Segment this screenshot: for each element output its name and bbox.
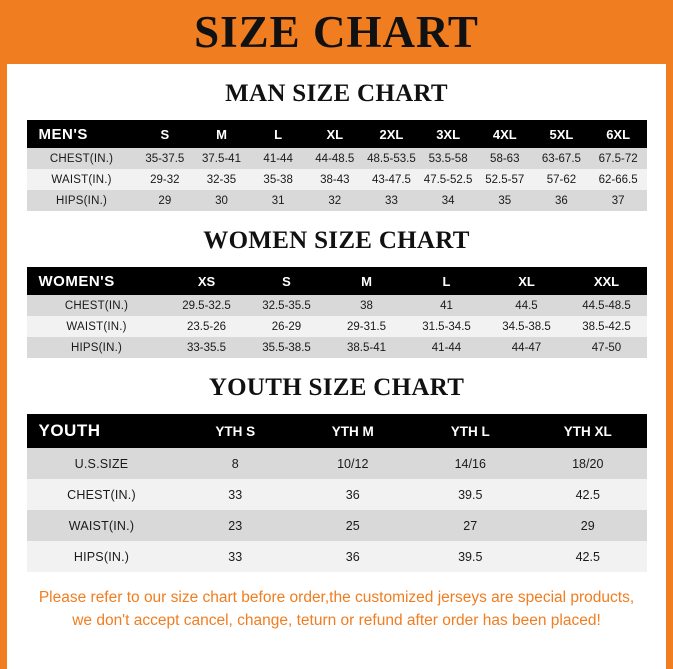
women-row0-c6: 44.5-48.5 [567,295,647,316]
men-row2-c8: 36 [533,190,590,211]
women-row2-c6: 47-50 [567,337,647,358]
men-header-6xl: 6XL [590,120,647,148]
women-row1-c5: 34.5-38.5 [487,316,567,337]
women-section-title: WOMEN SIZE CHART [203,227,470,254]
women-row0-label: CHEST(IN.) [27,295,167,316]
women-header-s: S [247,267,327,295]
women-row1-label: WAIST(IN.) [27,316,167,337]
women-size-table [27,267,647,358]
table-header-row [27,120,647,148]
men-row2-c5: 33 [363,190,420,211]
table-row [27,169,647,190]
women-header-xl: XL [487,267,567,295]
youth-header-m: YTH M [294,414,412,448]
table-row [27,295,647,316]
youth-row2-c2: 25 [294,510,412,541]
youth-row3-c2: 36 [294,541,412,572]
women-row0-c5: 44.5 [487,295,567,316]
men-header-s: S [137,120,194,148]
youth-row3-c3: 39.5 [412,541,530,572]
table-header-row [27,414,647,448]
page-title: SIZE CHART [194,6,479,57]
men-row1-c9: 62-66.5 [590,169,647,190]
footer-note [7,586,666,633]
men-row0-c4: 44-48.5 [306,148,363,169]
men-header-label: MEN'S [27,120,137,148]
men-header-l: L [250,120,307,148]
men-row1-c8: 57-62 [533,169,590,190]
men-row0-c6: 53.5-58 [420,148,477,169]
youth-row1-c3: 39.5 [412,479,530,510]
table-row [27,510,647,541]
men-row2-c6: 34 [420,190,477,211]
youth-row2-c1: 23 [177,510,295,541]
women-row0-c4: 41 [407,295,487,316]
men-row1-c3: 35-38 [250,169,307,190]
women-row2-c1: 33-35.5 [167,337,247,358]
men-row2-c9: 37 [590,190,647,211]
men-row1-c1: 29-32 [137,169,194,190]
men-row2-c4: 32 [306,190,363,211]
men-row1-label: WAIST(IN.) [27,169,137,190]
youth-row1-c2: 36 [294,479,412,510]
women-row0-c3: 38 [327,295,407,316]
youth-header-s: YTH S [177,414,295,448]
men-header-m: M [193,120,250,148]
youth-row1-c4: 42.5 [529,479,647,510]
women-header-xxl: XXL [567,267,647,295]
men-row2-c2: 30 [193,190,250,211]
women-header-label: WOMEN'S [27,267,167,295]
table-row [27,337,647,358]
men-row0-c9: 67.5-72 [590,148,647,169]
men-size-table [27,120,647,211]
men-row1-c2: 32-35 [193,169,250,190]
women-row1-c6: 38.5-42.5 [567,316,647,337]
men-row0-c1: 35-37.5 [137,148,194,169]
women-row1-c2: 26-29 [247,316,327,337]
page-banner [0,0,673,64]
youth-row0-c1: 8 [177,448,295,479]
women-header-m: M [327,267,407,295]
youth-size-table [27,414,647,572]
men-header-3xl: 3XL [420,120,477,148]
table-row [27,148,647,169]
youth-header-xl: YTH XL [529,414,647,448]
men-header-2xl: 2XL [363,120,420,148]
youth-row0-label: U.S.SIZE [27,448,177,479]
men-section-title: MAN SIZE CHART [225,80,448,107]
men-row0-c3: 41-44 [250,148,307,169]
women-row1-c3: 29-31.5 [327,316,407,337]
table-row [27,541,647,572]
women-row2-c4: 41-44 [407,337,487,358]
youth-section-title: YOUTH SIZE CHART [208,374,465,401]
youth-row2-label: WAIST(IN.) [27,510,177,541]
footer-line-1: Please refer to our size chart before order,the customized jerseys are special products, [38,589,635,606]
youth-row2-c4: 29 [529,510,647,541]
women-row2-c3: 38.5-41 [327,337,407,358]
youth-row3-c1: 33 [177,541,295,572]
men-row0-c2: 37.5-41 [193,148,250,169]
men-row1-c5: 43-47.5 [363,169,420,190]
youth-row1-label: CHEST(IN.) [27,479,177,510]
youth-row3-label: HIPS(IN.) [27,541,177,572]
youth-row0-c3: 14/16 [412,448,530,479]
women-row1-c4: 31.5-34.5 [407,316,487,337]
men-row0-c5: 48.5-53.5 [363,148,420,169]
women-header-l: L [407,267,487,295]
youth-header-label: YOUTH [27,414,177,448]
men-header-5xl: 5XL [533,120,590,148]
women-row0-c1: 29.5-32.5 [167,295,247,316]
women-row2-label: HIPS(IN.) [27,337,167,358]
men-row2-label: HIPS(IN.) [27,190,137,211]
men-header-4xl: 4XL [476,120,533,148]
youth-header-l: YTH L [412,414,530,448]
men-row1-c6: 47.5-52.5 [420,169,477,190]
table-row [27,448,647,479]
men-row0-c8: 63-67.5 [533,148,590,169]
men-header-xl: XL [306,120,363,148]
women-row0-c2: 32.5-35.5 [247,295,327,316]
women-row2-c2: 35.5-38.5 [247,337,327,358]
men-row2-c7: 35 [476,190,533,211]
footer-line-2: we don't accept cancel, change, teturn or refund after order has been placed! [72,612,601,630]
youth-row1-c1: 33 [177,479,295,510]
youth-row0-c2: 10/12 [294,448,412,479]
table-row [27,479,647,510]
men-row2-c3: 31 [250,190,307,211]
men-row1-c4: 38-43 [306,169,363,190]
youth-row3-c4: 42.5 [529,541,647,572]
women-header-xs: XS [167,267,247,295]
youth-row2-c3: 27 [412,510,530,541]
women-row1-c1: 23.5-26 [167,316,247,337]
men-row2-c1: 29 [137,190,194,211]
table-header-row [27,267,647,295]
youth-row0-c4: 18/20 [529,448,647,479]
men-row0-label: CHEST(IN.) [27,148,137,169]
table-row [27,190,647,211]
men-row1-c7: 52.5-57 [476,169,533,190]
women-row2-c5: 44-47 [487,337,567,358]
table-row [27,316,647,337]
men-row0-c7: 58-63 [476,148,533,169]
